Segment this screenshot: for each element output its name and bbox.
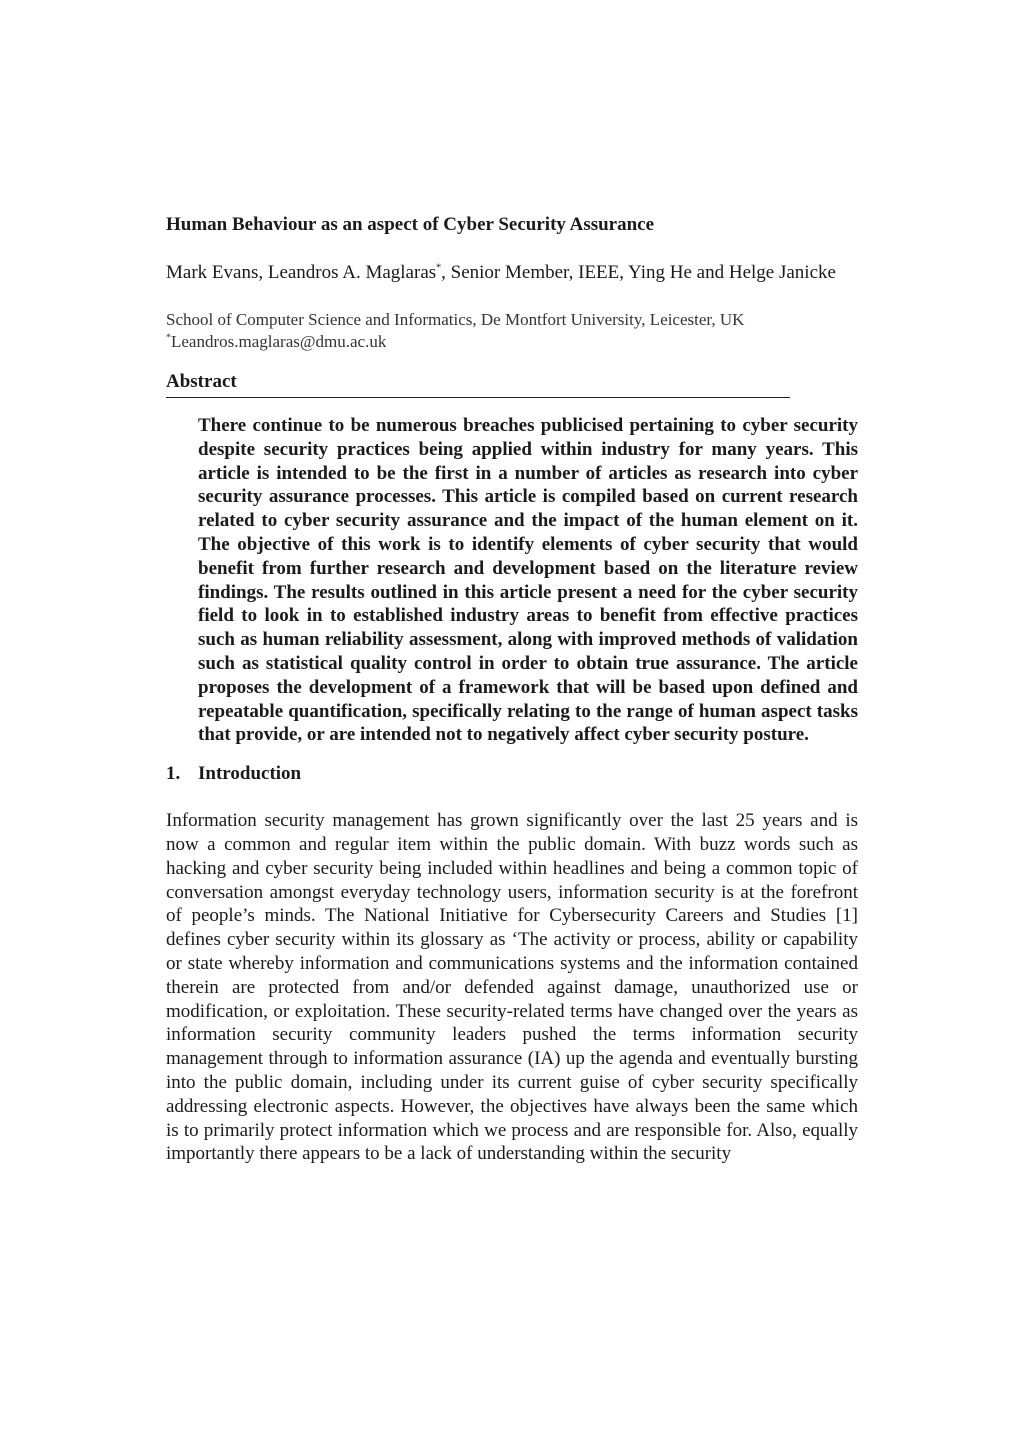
section-title: Introduction [198, 763, 302, 785]
contact-email: Leandros.maglaras@dmu.ac.uk [171, 332, 387, 351]
introduction-paragraph: Information security management has grown significantly over the last 25 years and is now a common and regular item within the public domain. With buzz words such as hacking and cyber security being included within headlines and being a common topic of conversation amongst everyday technology users, information security is at the forefront of people’s minds. The National Initiative for Cybersecurity Careers and Studies [1] defines cyber security within its glossary as ‘The activity or process, ability or capability or state whereby information and communications systems and the information contained therein are protected from and/or defended against damage, unauthorized use or modification, or exploitation. These security-related terms have changed over the years as information security community leaders pushed the terms information security management through to information assurance (IA) up the agenda and eventually bursting into the public domain, including under its current guise of cyber security specifically addressing electronic aspects. However, the objectives have always been the same which is to primarily protect information which we process and are responsible for. Also, equally importantly there appears to be a lack of understanding within the security [166, 810, 858, 1165]
paper-title: Human Behaviour as an aspect of Cyber Security Assurance [166, 214, 655, 235]
abstract-text: There continue to be numerous breaches publicised pertaining to cyber security despite security practices being applied within industry for many years. This article is intended to be the first in a number of articles as research into cyber security assurance processes. This article is compiled based on current research related to cyber security assurance and the impact of the human element on it. The objective of this work is to identify elements of cyber security that would benefit from further research and development based on the literature review findings. The results outlined in this article present a need for the cyber security field to look in to established industry areas to benefit from effective practices such as human reliability assessment, along with improved methods of validation such as statistical quality control in order to obtain true assurance. The article proposes the development of a framework that will be based upon defined and repeatable quantification, specifically relating to the range of human aspect tasks that provide, or are intended not to negatively affect cyber security posture. [198, 415, 858, 746]
affiliation: School of Computer Science and Informatics, De Montfort University, Leicester, UK [166, 310, 745, 329]
corresponding-author-marker: * [436, 262, 442, 274]
paper-page [166, 212, 858, 1166]
affiliation-block [166, 309, 858, 353]
author-list [166, 260, 858, 285]
authors-text-1: Mark Evans, Leandros A. Maglaras [166, 262, 437, 283]
abstract-heading: Abstract [166, 369, 790, 398]
authors-text-2: , Senior Member, IEEE, Ying He and Helge Janicke [441, 262, 836, 283]
section-number: 1. [166, 763, 181, 785]
contact-email-line [166, 331, 858, 353]
email-marker: * [166, 332, 171, 344]
section-heading-introduction [166, 761, 858, 787]
